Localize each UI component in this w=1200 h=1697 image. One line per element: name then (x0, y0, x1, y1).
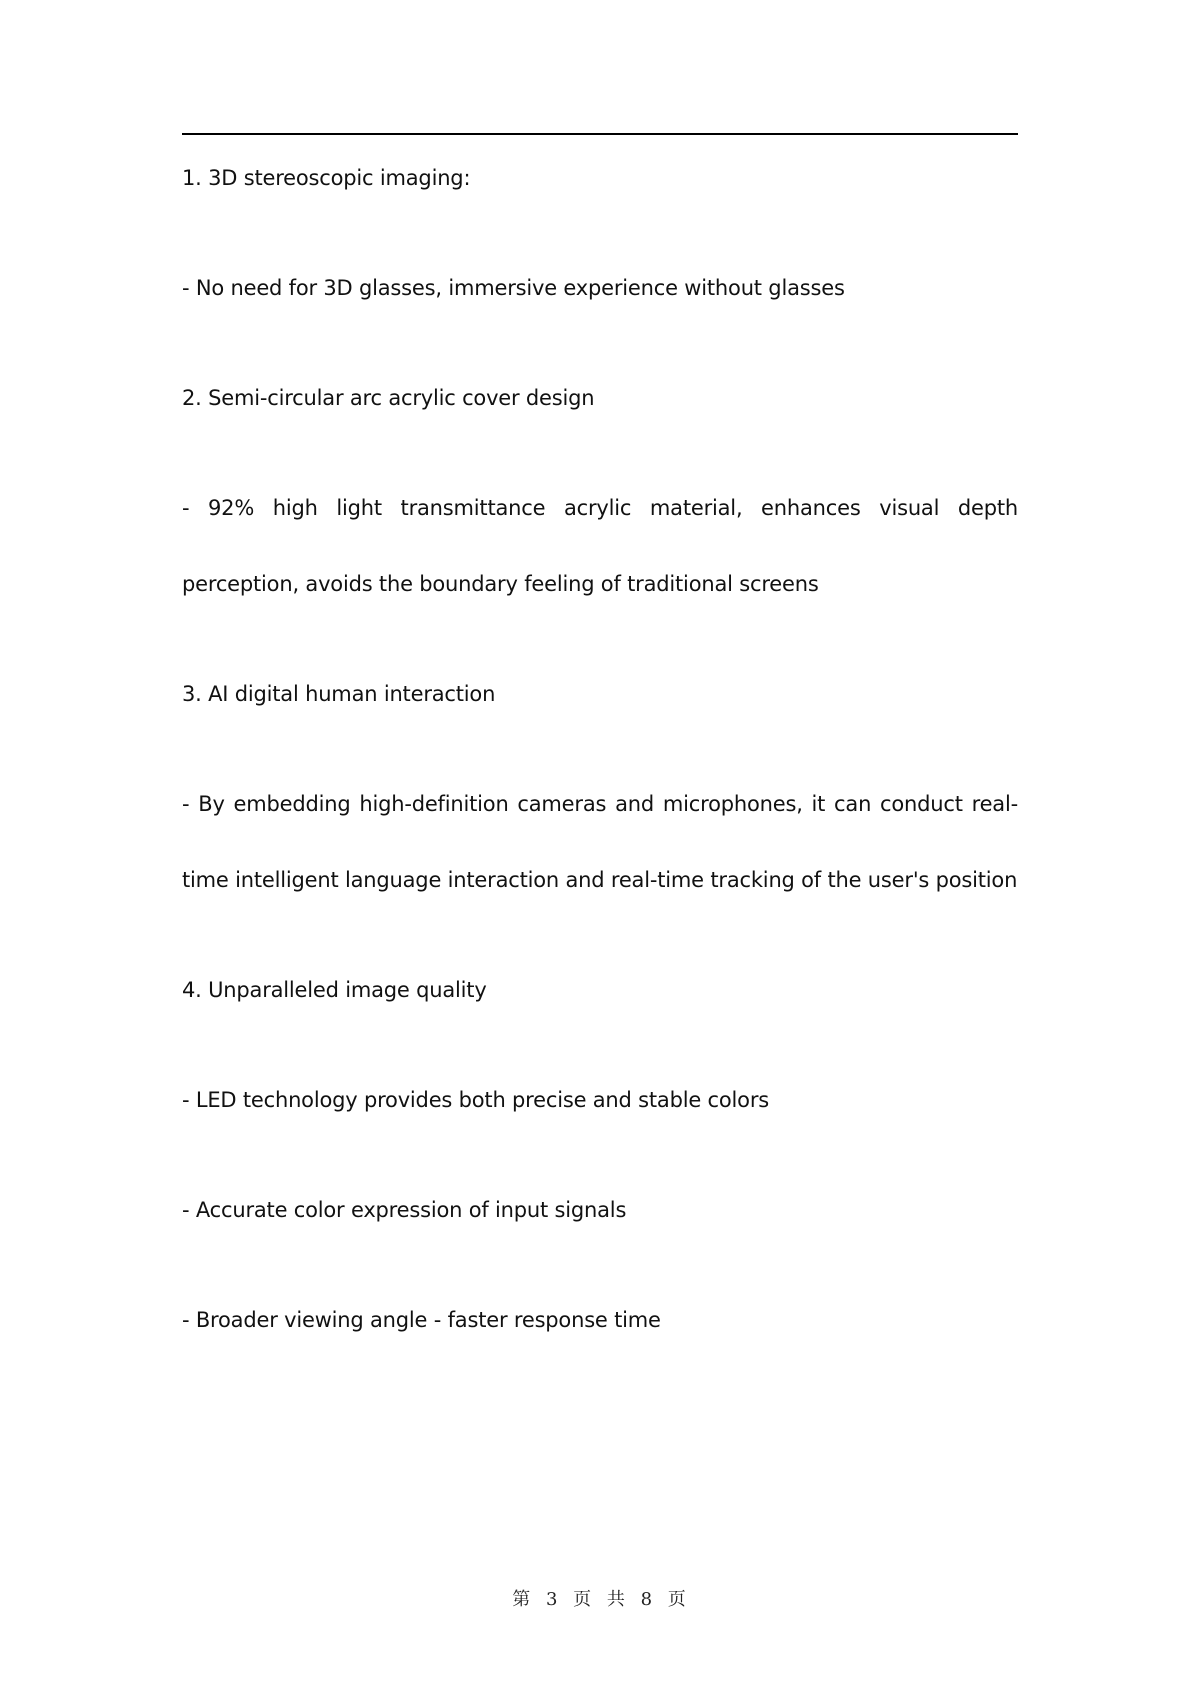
page-number-footer: 第 3 页 共 8 页 (512, 1589, 688, 1610)
bullet-color-expression: - Accurate color expression of input signals (182, 1198, 627, 1222)
bullet-cameras-microphones: - By embedding high-definition cameras and microphones, it can conduct real-time intelligent language interaction and real-time tracking of the user's position (182, 792, 1018, 892)
bullet-acrylic-transmittance: - 92% high light transmittance acrylic material, enhances visual depth perception, avoids the boundary feeling of traditional screens (182, 496, 1018, 596)
section-heading-3d-imaging: 1. 3D stereoscopic imaging: (182, 166, 471, 190)
section-heading-acrylic-cover: 2. Semi-circular arc acrylic cover design (182, 386, 595, 410)
document-body (182, 140, 1018, 1392)
section-heading-image-quality: 4. Unparalleled image quality (182, 978, 487, 1002)
bullet-led-colors: - LED technology provides both precise and stable colors (182, 1088, 770, 1112)
bullet-viewing-angle: - Broader viewing angle - faster response time (182, 1308, 661, 1332)
section-heading-ai-interaction: 3. AI digital human interaction (182, 682, 496, 706)
bullet-no-glasses: - No need for 3D glasses, immersive experience without glasses (182, 276, 845, 300)
header-rule (182, 133, 1018, 135)
